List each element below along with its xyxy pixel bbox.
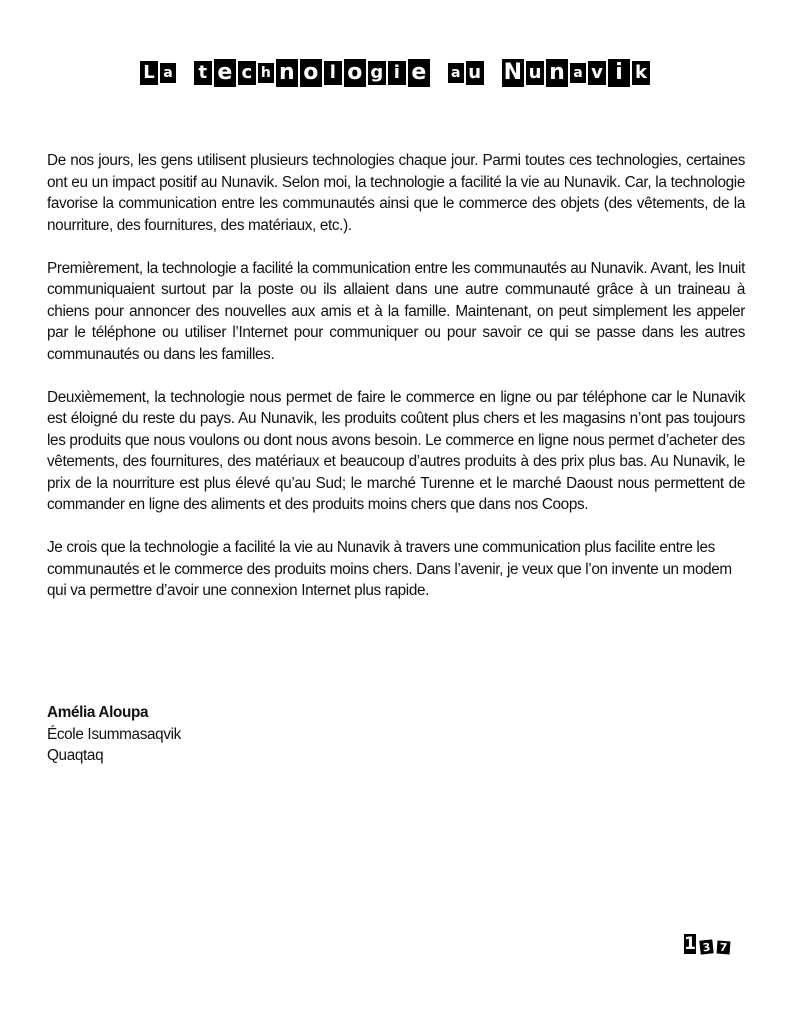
title-word	[448, 61, 484, 85]
title-letter: c	[238, 61, 256, 85]
title-letter: e	[214, 59, 236, 87]
title-letter: v	[588, 61, 606, 85]
title-letter: n	[276, 59, 298, 87]
paragraph-conclusion: Je crois que la technologie a facilité la vie au Nunavik à travers une communication plus facilite entre les communautés et le commerce des produits moins chers. Dans l’avenir, je veux que l’on invente un modem qui va permettre d’avoir une connexion Internet plus rapide.	[47, 539, 732, 599]
title-letter: i	[608, 59, 630, 87]
title-letter: n	[546, 59, 568, 87]
title-letter: i	[388, 61, 406, 85]
page-number-digit: 7	[717, 941, 731, 955]
author-community: Quaqtaq	[47, 747, 104, 764]
title-letter: e	[408, 59, 430, 87]
title-letter: o	[344, 59, 366, 87]
author-signature	[47, 702, 181, 767]
title-letter: t	[194, 61, 212, 85]
title-letter: k	[632, 61, 650, 85]
title-letter: L	[140, 61, 158, 85]
title-letter: N	[503, 60, 522, 85]
title-word	[502, 59, 650, 87]
title-letter: u	[466, 61, 484, 85]
title-letter: l	[324, 61, 342, 85]
title-letter: a	[448, 63, 464, 83]
page-number	[684, 934, 730, 954]
title-letter: o	[300, 59, 322, 87]
title-letter: u	[526, 61, 544, 85]
title-letter: a	[570, 63, 586, 83]
page-number-digit: 3	[699, 939, 713, 954]
paragraph-second-argument: Deuxièmement, la technologie nous permet de faire le commerce en ligne ou par téléphone car le Nunavik est éloigné du reste du pays. Au Nunavik, les produits coûtent plus chers et les magasins n’ont pas toujours les produits que nous voulons ou dont nous avons besoin. Le commerce en ligne nous permet d’acheter des vêtements, des fournitures, des matériaux et beaucoup d’autres produits à des prix plus bas. Au Nunavik, le prix de la nourriture est plus élevé qu’au Sud; le marché Turenne et le marché Daoust nous permettent de commander en ligne des aliments et des produits moins chers que dans nos Coops.	[47, 388, 745, 513]
title-word	[140, 61, 176, 85]
title-letter: g	[368, 61, 386, 85]
essay-body	[47, 150, 745, 623]
author-school: École Isummasaqvik	[47, 725, 181, 743]
paragraph-intro: De nos jours, les gens utilisent plusieurs technologies chaque jour. Parmi toutes ces technologies, certaines ont eu un impact positif au Nunavik. Selon moi, la technologie a facilité la vie au Nunavik. Car, la technologie favorise la communication entre les communautés ainsi que le commerce des objets (des vêtements, de la nourriture, des fournitures, des matériaux, etc.).	[47, 152, 745, 234]
page-title	[140, 56, 650, 90]
author-name: Amélia Aloupa	[47, 704, 149, 721]
title-word	[194, 59, 430, 87]
page-number-digit: 1	[684, 933, 696, 954]
title-letter: a	[160, 63, 176, 83]
title-letter: h	[258, 63, 274, 83]
paragraph-first-argument: Premièrement, la technologie a facilité la communication entre les communautés au Nunavik. Avant, les Inuit communiquaient surtout par la poste ou ils allaient dans une autre communauté grâce à un traineau à chiens pour annoncer des nouvelles aux amis et à la famille. Maintenant, on peut simplement les appeler par le téléphone ou utiliser l’Internet pour communiquer ou pour savoir ce qui se passe dans les autres communautés ou dans les familles.	[47, 259, 745, 363]
